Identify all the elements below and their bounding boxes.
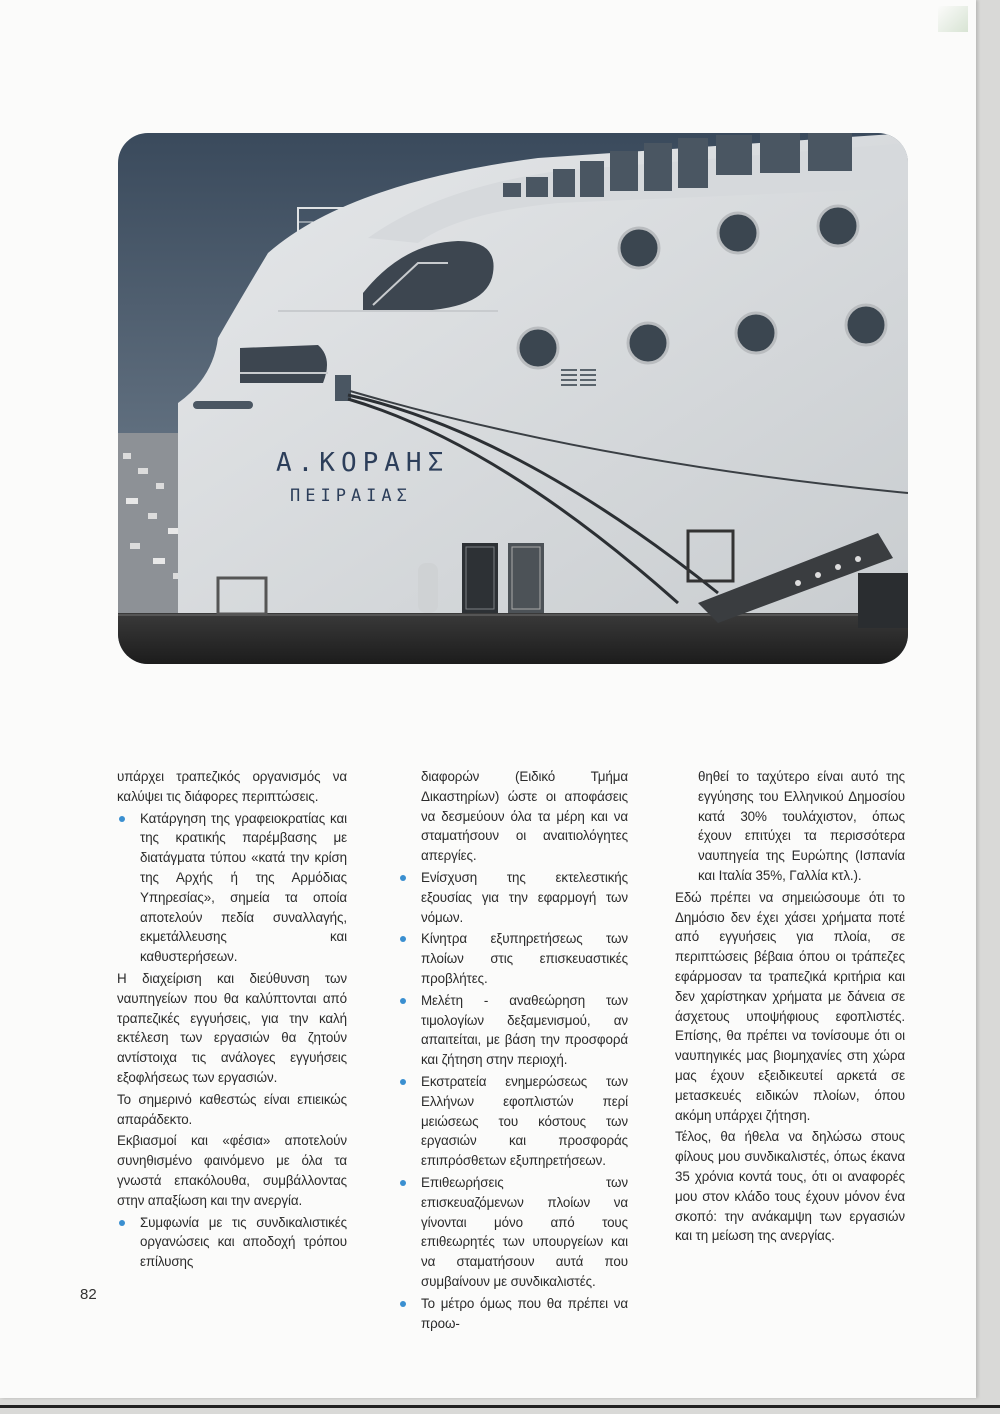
paragraph: Εκβιασμοί και «φέσια» αποτελούν συνηθισμένο φαινόμενο με όλα τα γνωστά επακόλουθα, συμβάλλοντας στην απαξίωση και την ανεργία.	[117, 1133, 347, 1208]
paragraph: θηθεί το ταχύτερο είναι αυτό της εγγύησης του Ελληνικού Δημοσίου κατά 30% τουλάχιστον, όπως έχουν επιτύχει τα περισσότερα ναυπηγεία της Ευρώπης (Ισπανία και Ιταλία 35%, Γαλλία κτλ.).	[698, 769, 905, 883]
ship-photo	[118, 133, 908, 664]
paragraph: υπάρχει τραπεζικός οργανισμός να καλύψει τις διάφορες περιπτώσεις.	[117, 769, 347, 804]
page-number: 82	[80, 1286, 97, 1303]
distant-city	[118, 433, 188, 623]
ship-photo-graphic	[118, 133, 908, 664]
paragraph: Η διαχείριση και διεύθυνση των ναυπηγείων που θα καλύπτονται από τραπεζικές εγγυήσεις, για την καλή εκτέλεση των εργασιών θα ζητούν αντίστοιχα τις ανάλογες εγγυήσεις εξοφλήσεως των εργασιών.	[117, 970, 347, 1085]
paragraph: Το σημερινό καθεστώς είναι επιεικώς απαράδεκτο.	[117, 1091, 347, 1127]
text-column-3	[675, 767, 905, 1248]
text-column-1	[117, 767, 347, 1274]
paragraph: διαφορών (Ειδικό Τμήμα Δικαστηρίων) ώστε οι αποφάσεις να δεσμεύουν όλα τα μέρη και να σταματήσουν οι αναιτιολόγητες απεργίες.	[421, 769, 628, 864]
bullet-item: Συμφωνία με τις συνδικαλιστικές οργανώσεις και αποδοχή τρόπου επίλυσης	[117, 1213, 347, 1272]
bullet-item: Το μέτρο όμως που θα πρέπει να προω-	[398, 1294, 628, 1334]
bullet-item: Κίνητρα εξυπηρετήσεως των πλοίων στις επισκευαστικές προβλήτες.	[398, 929, 628, 988]
text-column-2	[398, 767, 628, 1335]
ship-name-label: Α.ΚΟΡΑΗΣ	[276, 448, 450, 478]
bullet-item: Ενίσχυση της εκτελεστικής εξουσίας για την εφαρμογή των νόμων.	[398, 868, 628, 927]
bullet-item: Επιθεωρήσεις των επισκευαζόμενων πλοίων να γίνονται μόνο από τους επιθεωρητές των υπουργείων και να σταματήσουν αυτά που συμβαίνουν με συνδικαλιστές.	[398, 1173, 628, 1292]
bullet-item: Κατάργηση της γραφειοκρατίας και της κρατικής παρέμβασης με διατάγματα τύπου «κατά την κρίση της Αρχής ή της Αρμόδιας Υπηρεσίας», σημεία τα οποία αποτελούν πεδία συναλλαγής, εκμετάλλευσης και καθυστερήσεων.	[117, 809, 347, 967]
bullet-item: Εκστρατεία ενημερώσεως των Ελλήνων εφοπλιστών περί μειώσεως του κόστους των εργασιών και προσφοράς επιπρόσθετων εξυπηρετήσεων.	[398, 1072, 628, 1171]
port-label: ΠΕΙΡΑΙΑΣ	[290, 486, 412, 506]
paragraph: Εδώ πρέπει να σημειώσουμε ότι το Δημόσιο δεν έχει χάσει χρήματα ποτέ από εγγυήσεις για πλοία, σε περιπτώσεις βέβαια όπου οι τράπεζες εφάρμοσαν τα τραπεζικά κριτήρια και δεν χαρίστηκαν χρήματα με δάνεια σε άσχετους υποψήφιους εφοπλιστές. Επίσης, θα πρέπει να τονίσουμε ότι οι ναυπηγικές μας βιομηχανίες στη χώρα μας έχουν εξειδικευτεί αρκετά σε μετασκευές ειδικών πλοίων, όπου ακόμη υπάρχει ζήτηση.	[675, 889, 905, 1123]
corner-mark	[938, 6, 968, 32]
bullet-item: Μελέτη - αναθεώρηση των τιμολογίων δεξαμενισμού, αν απαιτείται, με βάση την προσφορά και ζήτηση στην περιοχή.	[398, 991, 628, 1070]
paragraph: Τέλος, θα ήθελα να δηλώσω στους φίλους μου συνδικαλιστές, όπως έκανα 35 χρόνια κοντά τους, ότι οι αναφορές μου στον κλάδο τους έχουν μόνον ένα σκοπό: την ανάκαμψη των εργασιών και τη μείωση της ανεργίας.	[675, 1129, 905, 1244]
bottom-rule	[0, 1405, 1000, 1408]
